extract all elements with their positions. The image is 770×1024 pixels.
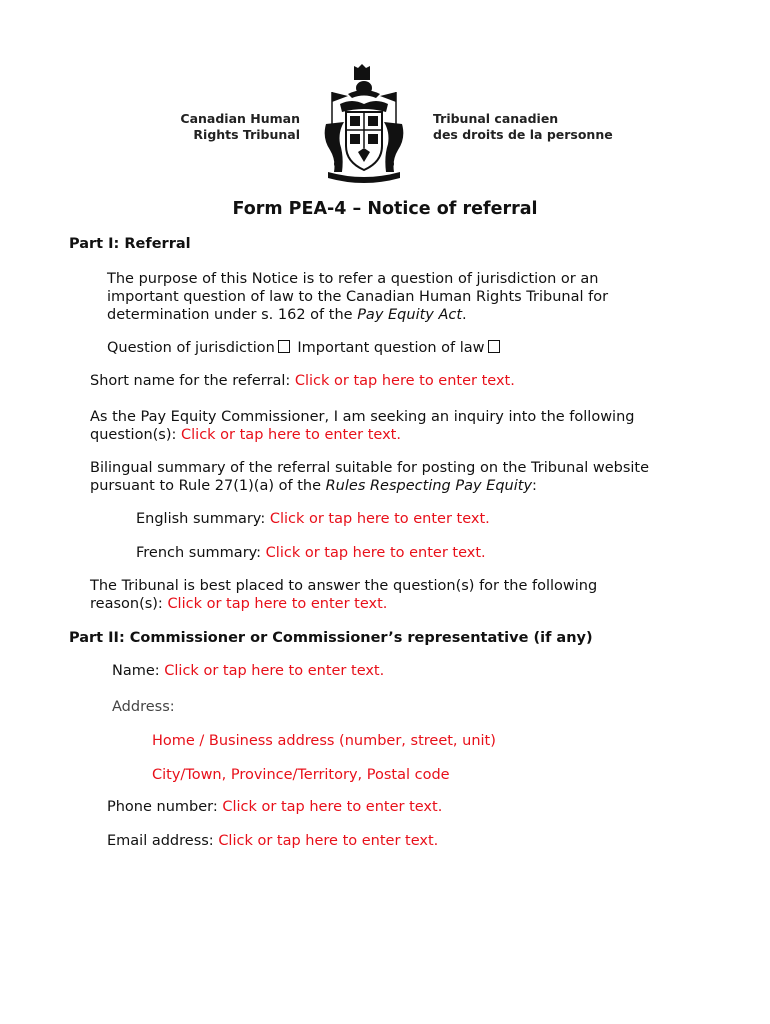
inquiry-paragraph: As the Pay Equity Commissioner, I am seeking an inquiry into the following question(s): Click or tap here to enter text. [90,409,635,443]
email-row: Email address: Click or tap here to enter text. [107,833,439,849]
question-type-row [107,340,500,356]
org-name-fr: Tribunal canadien des droits de la personne [433,111,613,142]
address-label: Address: [112,699,175,715]
part2-heading: Part II: Commissioner or Commissioner’s representative (if any) [69,630,593,646]
bilingual-summary-paragraph: Bilingual summary of the referral suitable for posting on the Tribunal website pursuant to Rule 27(1)(a) of the Rules Respecting Pay Equity: [90,460,650,494]
questions-field[interactable]: Click or tap here to enter text. [181,427,401,443]
english-summary-field[interactable]: Click or tap here to enter text. [269,511,490,527]
address-line1-field[interactable]: Home / Business address (number, street, unit) [152,733,496,749]
important-question-checkbox[interactable] [488,340,500,353]
address-line2-field[interactable]: City/Town, Province/Territory, Postal code [152,767,450,783]
reasons-paragraph: The Tribunal is best placed to answer the question(s) for the following reason(s): Click or tap here to enter text. [90,578,598,612]
english-summary-row: English summary: Click or tap here to enter text. [136,511,490,527]
phone-row: Phone number: Click or tap here to enter text. [107,799,443,815]
phone-field[interactable]: Click or tap here to enter text. [222,799,443,815]
form-title: Form PEA-4 – Notice of referral [232,199,538,219]
question-jurisdiction-checkbox[interactable] [278,340,290,353]
coat-of-arms-icon [318,64,410,186]
short-name-row: Short name for the referral: Click or tap here to enter text. [90,373,515,389]
part1-heading: Part I: Referral [69,236,191,252]
short-name-field[interactable]: Click or tap here to enter text. [294,373,515,389]
purpose-paragraph: The purpose of this Notice is to refer a question of jurisdiction or an important question of law to the Canadian Human Rights Tribunal for determination under s. 162 of the Pay Equity Act. [107,271,609,323]
name-field[interactable]: Click or tap here to enter text. [164,663,385,679]
reasons-field[interactable]: Click or tap here to enter text. [167,596,388,612]
name-row: Name: Click or tap here to enter text. [112,663,385,679]
question-jurisdiction-label: Question of jurisdiction [107,340,275,356]
email-field[interactable]: Click or tap here to enter text. [218,833,439,849]
french-summary-row: French summary: Click or tap here to enter text. [136,545,486,561]
french-summary-field[interactable]: Click or tap here to enter text. [265,545,486,561]
org-name-en: Canadian Human Rights Tribunal [180,111,300,142]
important-question-label: Important question of law [297,340,485,356]
